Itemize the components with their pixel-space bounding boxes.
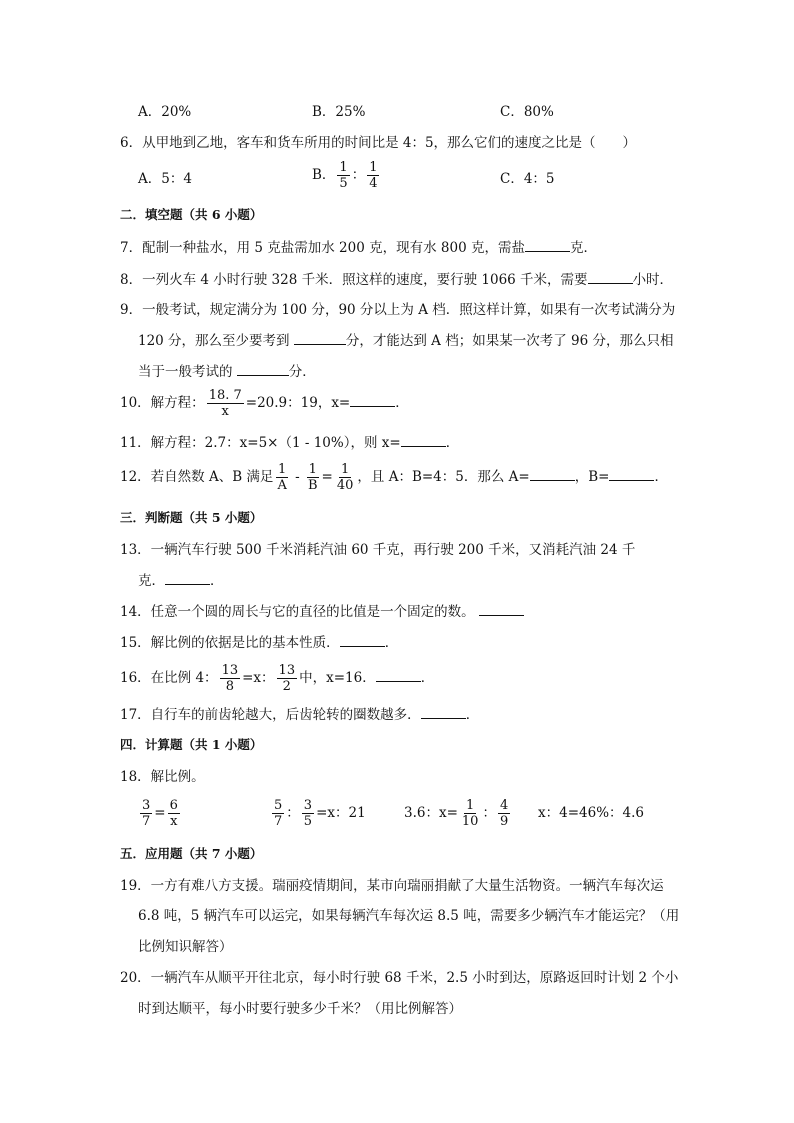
question-19-line-2: 6.8 吨，5 辆汽车可以运完，如果每辆汽车每次运 8.5 吨，需要多少辆汽车才能运完？（用: [138, 908, 680, 924]
q5-option-c: C．80%: [500, 104, 554, 120]
section-heading-judgement: 三．判断题（共 5 小题）: [120, 510, 263, 525]
answer-blank[interactable]: [237, 363, 289, 376]
answer-blank[interactable]: [421, 706, 466, 719]
answer-blank[interactable]: [530, 468, 575, 481]
question-15: 15．解比例的依据是比的基本性质． ．: [120, 635, 399, 651]
answer-blank[interactable]: [525, 239, 570, 252]
proportion-equation-2: $\frac{5}{7}$ ： $\frac{3}{5}$ =x：21: [274, 798, 366, 829]
answer-blank[interactable]: [588, 271, 633, 284]
question-11: 11．解方程：2.7：x=5×（1 - 10%），则 x= ．: [120, 435, 460, 451]
fraction: $\frac{1}{5}$: [339, 160, 348, 191]
q5-option-b: B．25%: [312, 104, 366, 120]
answer-blank[interactable]: [294, 332, 346, 345]
fraction: $\frac{3}{5}$: [303, 798, 313, 829]
question-12: 12．若自然数 A、B 满足 $\frac{1}{A}$ - $\frac{1}{B}$ = $\frac{1}{40}$ ，且 A：B=4：5．那么 A= ，B= ．: [120, 462, 668, 493]
fraction: $\frac{1}{A}$: [277, 462, 287, 493]
fraction: $\frac{6}{x}$: [169, 798, 178, 829]
q6-option-c: C．4：5: [500, 171, 555, 187]
answer-blank[interactable]: [340, 634, 385, 647]
fraction: $\frac{1}{B}$: [307, 462, 318, 493]
section-heading-application: 五．应用题（共 7 小题）: [120, 846, 263, 861]
question-20-line-1: 20．一辆汽车从顺平开往北京，每小时行驶 68 千米，2.5 小时到达，原路返回时计划 2 个小: [120, 970, 679, 986]
proportion-equation-3: 3.6：x= $\frac{1}{10}$ ： $\frac{4}{9}$: [404, 798, 509, 829]
fraction: $\frac{13}{8}$: [221, 663, 239, 694]
q6-option-a: A．5：4: [138, 171, 192, 187]
question-17: 17．自行车的前齿轮越大，后齿轮转的圈数越多． ．: [120, 707, 480, 723]
question-14: 14．任意一个圆的周长与它的直径的比值是一个固定的数。: [120, 602, 524, 622]
question-19-line-1: 19．一方有难八方支援。瑞丽疫情期间，某市向瑞丽捐献了大量生活物资。一辆汽车每次运: [120, 878, 664, 894]
question-9-line-3: 当于一般考试的 分．: [138, 364, 316, 380]
answer-blank[interactable]: [479, 603, 524, 616]
q6-option-b-label: B．: [312, 167, 336, 183]
question-16: 16．在比例 4： $\frac{13}{8}$ =x： $\frac{13}{2}$ 中，x=16． ．: [120, 663, 435, 694]
proportion-equation-1: $\frac{3}{7}$ = $\frac{6}{x}$: [142, 798, 178, 829]
fraction: $\frac{5}{7}$: [274, 798, 283, 829]
question-13-line-1: 13．一辆汽车行驶 500 千米消耗汽油 60 千克，再行驶 200 千米，又消耗汽油 24 千: [120, 542, 636, 558]
fraction: $\frac{4}{9}$: [499, 798, 509, 829]
answer-blank[interactable]: [401, 434, 446, 447]
q6-option-b: B． $\frac{1}{5}$ ： $\frac{1}{4}$: [312, 160, 378, 191]
question-9-line-1: 9．一般考试，规定满分为 100 分，90 分以上为 A 档．照这样计算，如果有一次考试满分为: [120, 302, 676, 318]
q6-stem: 6．从甲地到乙地，客车和货车所用的时间比是 4：5，那么它们的速度之比是（ ）: [120, 135, 637, 151]
answer-blank[interactable]: [165, 572, 210, 585]
question-19-line-3: 比例知识解答）: [138, 939, 233, 955]
question-13-line-2: 克． ．: [138, 573, 224, 589]
fraction: $\frac{13}{2}$: [278, 663, 296, 694]
question-8: 8．一列火车 4 小时行驶 328 千米．照这样的速度，要行驶 1066 千米，需要 小时．: [120, 272, 674, 288]
section-heading-calculation: 四．计算题（共 1 小题）: [120, 737, 263, 752]
fraction: $\frac{1}{4}$: [369, 160, 378, 191]
q5-option-a: A．20%: [138, 104, 192, 120]
proportion-equation-4: x：4=46%：4.6: [538, 805, 644, 821]
fraction: $\frac{18. 7}{x}$: [208, 388, 242, 419]
section-heading-fill-blank: 二．填空题（共 6 小题）: [120, 207, 263, 222]
question-10: 10．解方程： $\frac{18. 7}{x}$ =20.9：19，x= ．: [120, 388, 409, 419]
fraction: $\frac{1}{40}$: [336, 462, 354, 493]
question-7: 7．配制一种盐水，用 5 克盐需加水 200 克，现有水 800 克，需盐 克．: [120, 240, 597, 256]
answer-blank[interactable]: [609, 468, 654, 481]
question-9-line-2: 120 分，那么至少要考到 分，才能达到 A 档；如果某一次考了 96 分，那么只相: [138, 333, 674, 349]
question-18-stem: 18．解比例。: [120, 769, 205, 785]
question-20-line-2: 时到达顺平，每小时要行驶多少千米？（用比例解答）: [138, 1001, 462, 1017]
answer-blank[interactable]: [376, 669, 421, 682]
fraction: $\frac{3}{7}$: [142, 798, 151, 829]
answer-blank[interactable]: [350, 394, 395, 407]
fraction: $\frac{1}{10}$: [461, 798, 479, 829]
